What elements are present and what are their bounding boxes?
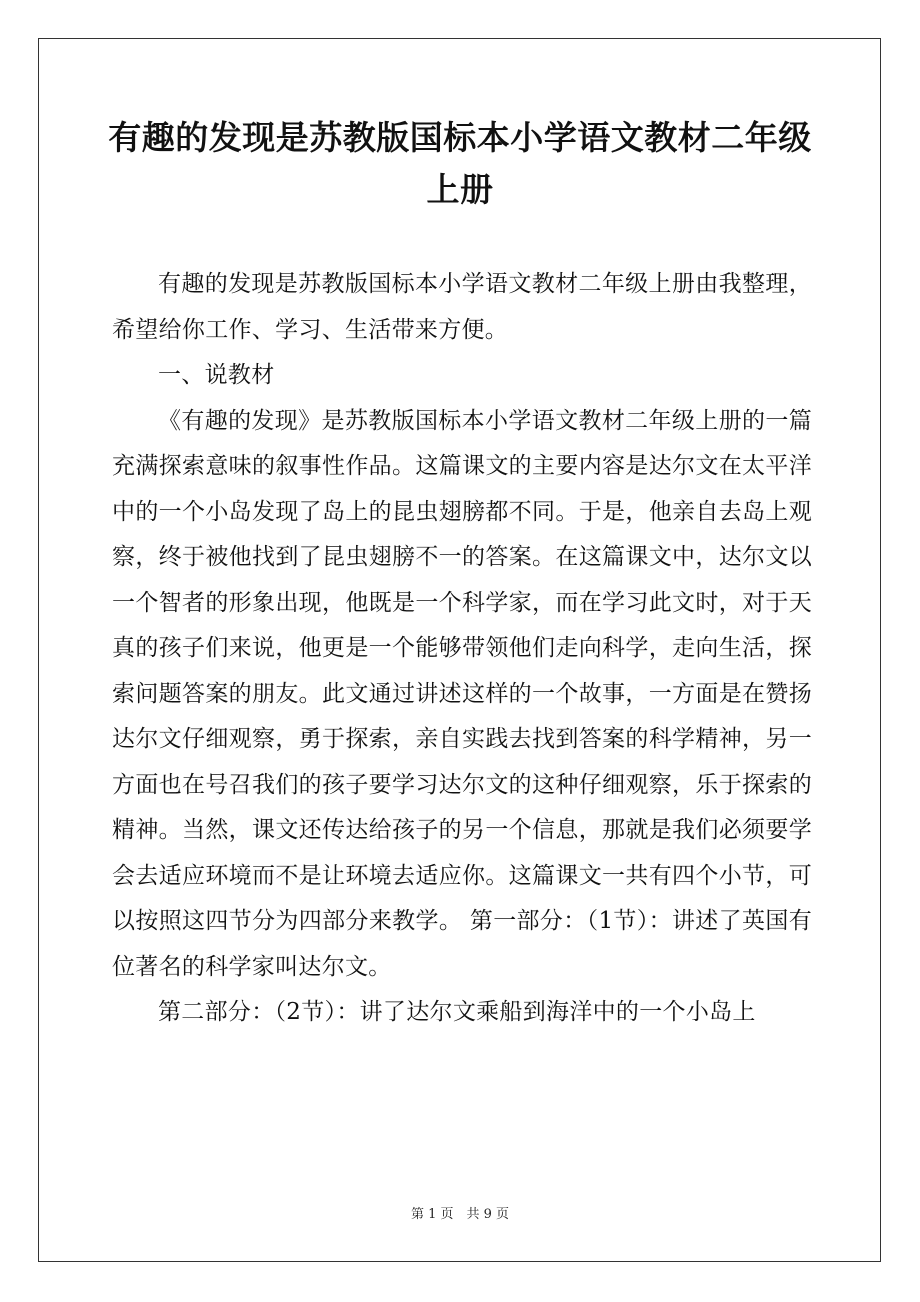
paragraph-part-two: 第二部分：（2节）：讲了达尔文乘船到海洋中的一个小岛上 [158,999,756,1025]
document-body [112,262,812,1036]
paragraph-intro: 有趣的发现是苏教版国标本小学语文教材二年级上册由我整理，希望给你工作、学习、生活带来方便。 [112,271,812,343]
document-title: 有趣的发现是苏教版国标本小学语文教材二年级上册 [108,118,812,209]
section-heading: 一、说教材 [158,362,275,388]
paragraph-main: 《有趣的发现》是苏教版国标本小学语文教材二年级上册的一篇充满探索意味的叙事性作品。这篇课文的主要内容是达尔文在太平洋中的一个小岛发现了岛上的昆虫翅膀都不同。于是，他亲自去岛上观察，终于被他找到了昆虫翅膀不一的答案。在这篇课文中，达尔文以一个智者的形象出现，他既是一个科学家，而在学习此文时，对于天真的孩子们来说，他更是一个能够带领他们走向科学，走向生活，探索问题答案的朋友。此文通过讲述这样的一个故事，一方面是在赞扬达尔文仔细观察，勇于探索，亲自实践去找到答案的科学精神，另一方面也在号召我们的孩子要学习达尔文的这种仔细观察，乐于探索的精神。当然，课文还传达给孩子的另一个信息，那就是我们必须要学会去适应环境而不是让环境去适应你。这篇课文一共有四个小节，可以按照这四节分为四部分来教学。 第一部分：（1节）：讲述了英国有位著名的科学家叫达尔文。 [112,407,812,980]
page-number: 第 1 页 共 9 页 [410,1207,510,1222]
page-footer [0,1206,920,1224]
